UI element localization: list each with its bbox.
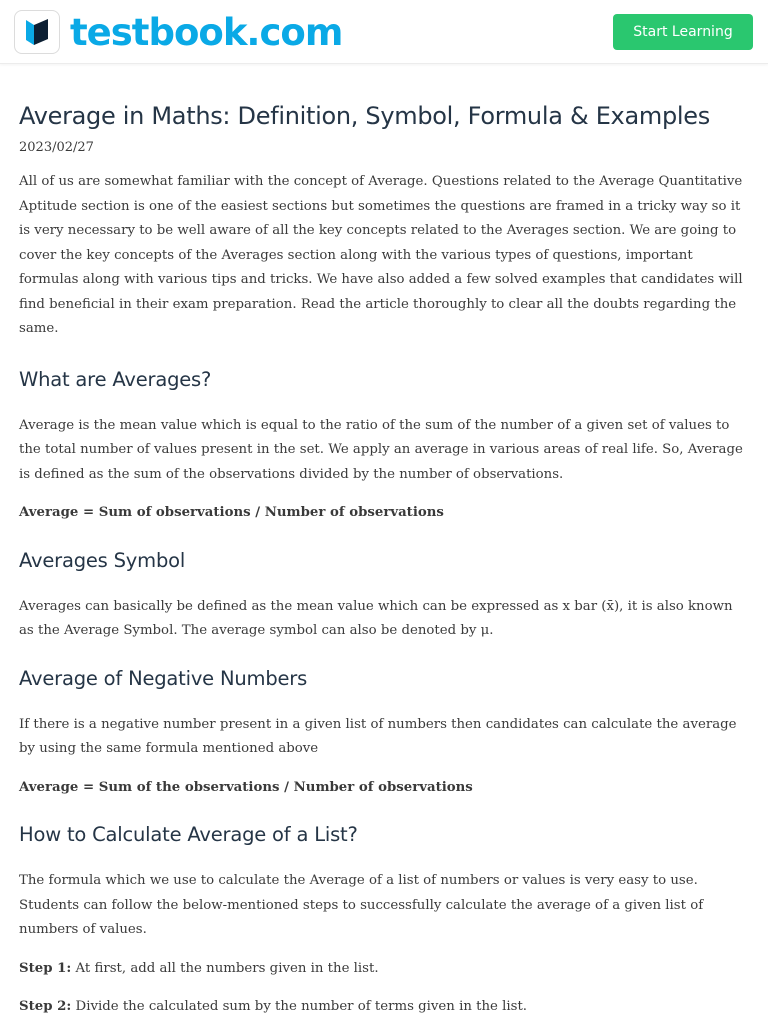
step-text: At first, add all the numbers given in the list.	[75, 960, 379, 976]
section-paragraph: The formula which we use to calculate the Average of a list of numbers or values is very easy to use. Students can follow the below-mentioned steps to successfully calculate the average of a given list of numbers of values.	[19, 873, 704, 937]
section-paragraph: Average is the mean value which is equal to the ratio of the sum of the number of a given set of values to the total number of values present in the set. We apply an average in various areas of real life. So, Average is defined as the sum of the observations divided by the number of observations.	[19, 417, 743, 482]
list-item	[19, 995, 748, 1020]
logo[interactable]	[14, 9, 342, 55]
site-header	[0, 0, 768, 64]
formula-line: Average = Sum of observations / Number of observations	[19, 505, 444, 520]
list-item	[19, 957, 748, 982]
section-paragraph: If there is a negative number present in a given list of numbers then candidates can calculate the average by using the same formula mentioned above	[19, 716, 737, 756]
section-heading-how-to-calculate-average: How to Calculate Average of a List?	[19, 823, 358, 846]
article-title: Average in Maths: Definition, Symbol, Formula & Examples	[19, 102, 710, 130]
section-heading-average-of-negative-numbers: Average of Negative Numbers	[19, 666, 308, 690]
intro-paragraph: All of us are somewhat familiar with the concept of Average. Questions related to the Average Quantitative Aptitude section is one of the easiest sections but sometimes the questions are framed in a tricky way so it is very necessary to be well aware of all the key concepts related to the Averages section. We are going to cover the key concepts of the Averages section along with the various types of questions, important formulas along with various tips and tricks. We have also added a few solved examples that candidates will find beneficial in their exam preparation. Read the article thoroughly to clear all the doubts regarding the same.	[19, 174, 743, 336]
logo-text: testbook.com	[70, 10, 343, 54]
formula-line: Average = Sum of the observations / Number of observations	[19, 779, 473, 795]
step-text: Divide the calculated sum by the number of terms given in the list.	[75, 999, 528, 1014]
article	[0, 99, 768, 1020]
section-heading-what-are-averages: What are Averages?	[19, 367, 212, 391]
step-label: Step 1:	[19, 960, 72, 976]
section-paragraph: Averages can basically be defined as the mean value which can be expressed as x bar (x̄), it is also known as the Average Symbol. The average symbol can also be denoted by μ.	[19, 598, 733, 638]
testbook-logo-icon	[14, 10, 60, 54]
start-learning-button[interactable]: Start Learning	[613, 14, 753, 50]
step-label: Step 2:	[19, 999, 72, 1014]
article-date: 2023/02/27	[19, 140, 94, 155]
section-heading-averages-symbol: Averages Symbol	[19, 548, 186, 572]
